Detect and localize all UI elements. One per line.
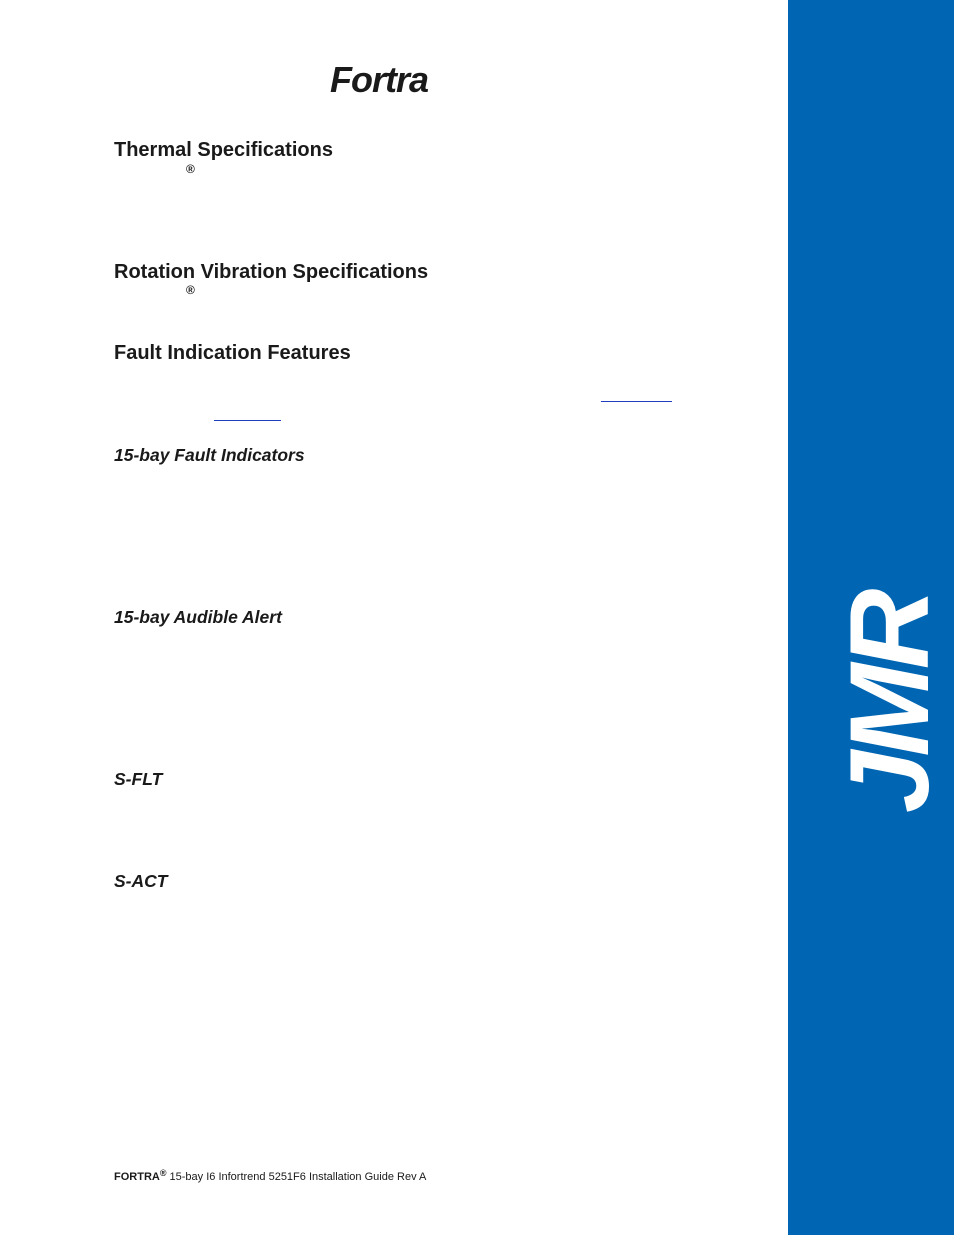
subsection-title-fault-indicators: 15-bay Fault Indicators xyxy=(114,445,305,465)
fortra-logo xyxy=(328,58,468,100)
footer-registered-mark: ® xyxy=(159,1168,167,1178)
subsection-title-s-act: S-ACT xyxy=(114,871,168,891)
fortra-logo-text: Fortra xyxy=(330,59,429,100)
footer-text: 15-bay I6 Infortrend 5251F6 Installation Guide Rev A xyxy=(166,1171,427,1183)
jmr-logo-text: JMR xyxy=(827,594,952,813)
subsection-title-s-flt: S-FLT xyxy=(114,769,163,789)
subsection-title-audible-alert: 15-bay Audible Alert xyxy=(114,607,282,627)
link-underline[interactable] xyxy=(214,420,281,421)
section-title-thermal: Thermal Specifications xyxy=(114,139,333,161)
registered-mark-thermal: ® xyxy=(186,162,195,176)
link-underline[interactable] xyxy=(601,401,672,402)
page-footer xyxy=(114,1170,426,1184)
registered-mark-rotation: ® xyxy=(186,283,195,297)
footer-brand: FORTRA xyxy=(114,1171,160,1183)
section-title-fault: Fault Indication Features xyxy=(114,342,351,364)
section-title-rotation: Rotation Vibration Specifications xyxy=(114,261,429,283)
jmr-logo xyxy=(827,455,952,815)
